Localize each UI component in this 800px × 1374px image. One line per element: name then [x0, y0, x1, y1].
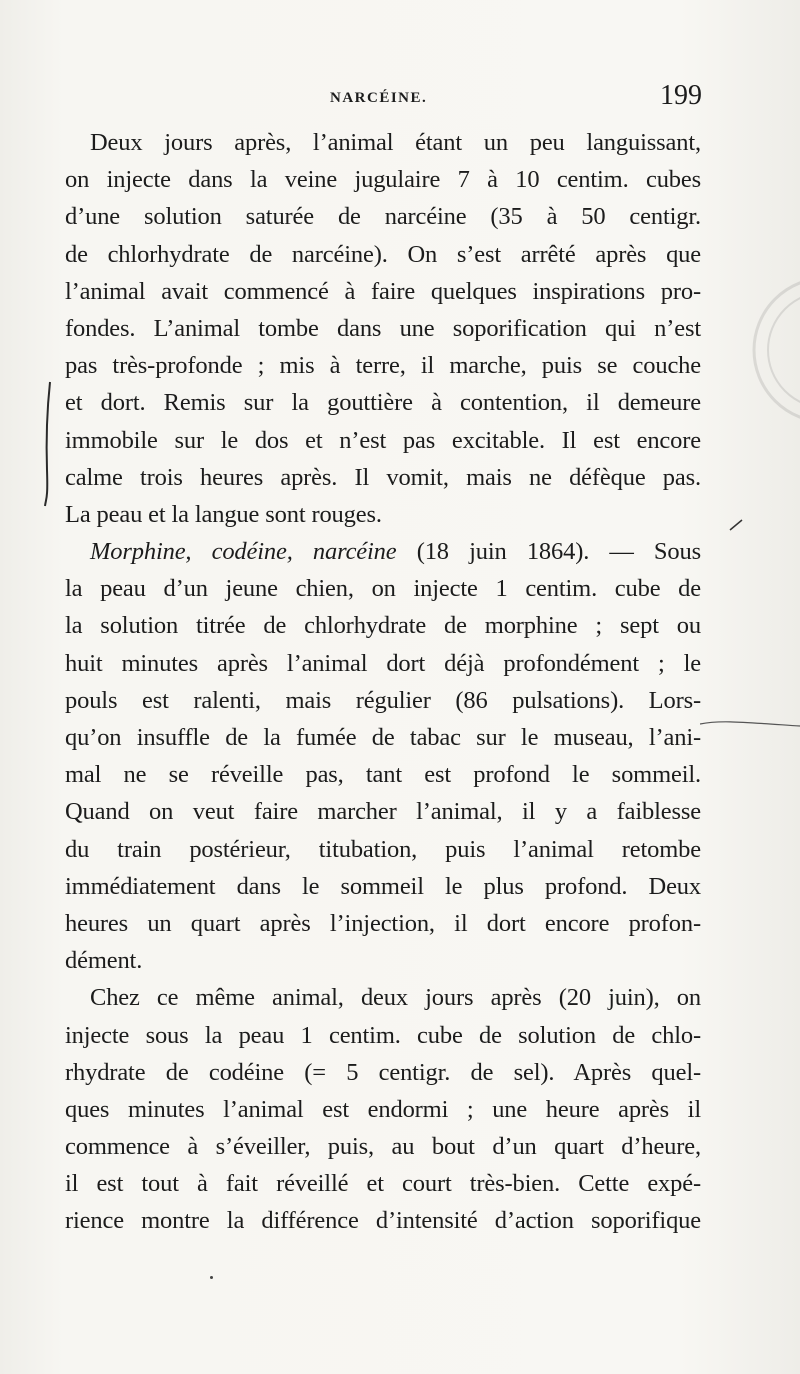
- paragraph-opening-line: [65, 533, 701, 570]
- text-line: heures un quart après l’injection, il dort encore profon-: [65, 909, 701, 937]
- text-line: mal ne se réveille pas, tant est profond le sommeil.: [65, 761, 701, 789]
- text-line: d’une solution saturée de narcéine (35 à 50 centigr.: [65, 203, 701, 231]
- running-title: NARCÉINE.: [330, 90, 428, 106]
- experiment-date: (18 juin 1864). — Sous: [416, 538, 701, 566]
- text-line: du train postérieur, titubation, puis l’animal retombe: [65, 835, 701, 863]
- text-line: injecte sous la peau 1 centim. cube de solution de chlo-: [65, 1021, 701, 1049]
- text-line: on injecte dans la veine jugulaire 7 à 10 centim. cubes: [65, 166, 701, 194]
- page-header: [0, 80, 800, 116]
- page-body: [65, 124, 701, 1240]
- text-line: la peau d’un jeune chien, on injecte 1 centim. cube de: [65, 575, 701, 603]
- text-line: fondes. L’animal tombe dans une soporification qui n’est: [65, 314, 701, 342]
- text-line: huit minutes après l’animal dort déjà profondément ; le: [65, 649, 701, 677]
- library-stamp-bleedthrough: [746, 250, 800, 450]
- text-line: pas très-profonde ; mis à terre, il marche, puis se couche: [65, 352, 701, 380]
- text-line: et dort. Remis sur la gouttière à contention, il demeure: [65, 389, 701, 417]
- text-line: calme trois heures après. Il vomit, mais ne défèque pas.: [65, 463, 701, 491]
- handwritten-margin-tick: [728, 516, 744, 537]
- text-line: il est tout à fait réveillé et court très-bien. Cette expé-: [65, 1170, 701, 1198]
- text-line: pouls est ralenti, mais régulier (86 pulsations). Lors-: [65, 686, 701, 714]
- text-line: de chlorhydrate de narcéine). On s’est arrêté après que: [65, 240, 701, 268]
- text-line: l’animal avait commencé à faire quelques inspirations pro-: [65, 277, 701, 305]
- page-number: 199: [660, 80, 702, 111]
- handwritten-margin-bracket: [44, 380, 50, 508]
- text-line: Quand on veut faire marcher l’animal, il y a faiblesse: [65, 798, 701, 826]
- text-line: Deux jours après, l’animal étant un peu languissant,: [90, 129, 701, 156]
- experiment-heading: Morphine, codéine, narcéine: [90, 538, 397, 566]
- text-line: la solution titrée de chlorhydrate de morphine ; sept ou: [65, 612, 701, 640]
- text-line: La peau et la langue sont rouges.: [65, 500, 382, 528]
- text-line: dément.: [65, 947, 143, 975]
- text-line: rhydrate de codéine (= 5 centigr. de sel). Après quel-: [65, 1058, 701, 1086]
- text-line: ques minutes l’animal est endormi ; une heure après il: [65, 1095, 701, 1123]
- text-line: immédiatement dans le sommeil le plus profond. Deux: [65, 872, 701, 900]
- ink-speck: [210, 1276, 213, 1279]
- text-line: qu’on insuffle de la fumée de tabac sur le museau, l’ani-: [65, 724, 701, 751]
- text-line: commence à s’éveiller, puis, au bout d’un quart d’heure,: [65, 1133, 701, 1161]
- text-line: Chez ce même animal, deux jours après (20 juin), on: [90, 984, 701, 1012]
- handwritten-margin-line: [700, 712, 800, 737]
- text-line: immobile sur le dos et n’est pas excitable. Il est encore: [65, 426, 701, 454]
- text-line: rience montre la différence d’intensité d’action soporifique: [65, 1207, 701, 1235]
